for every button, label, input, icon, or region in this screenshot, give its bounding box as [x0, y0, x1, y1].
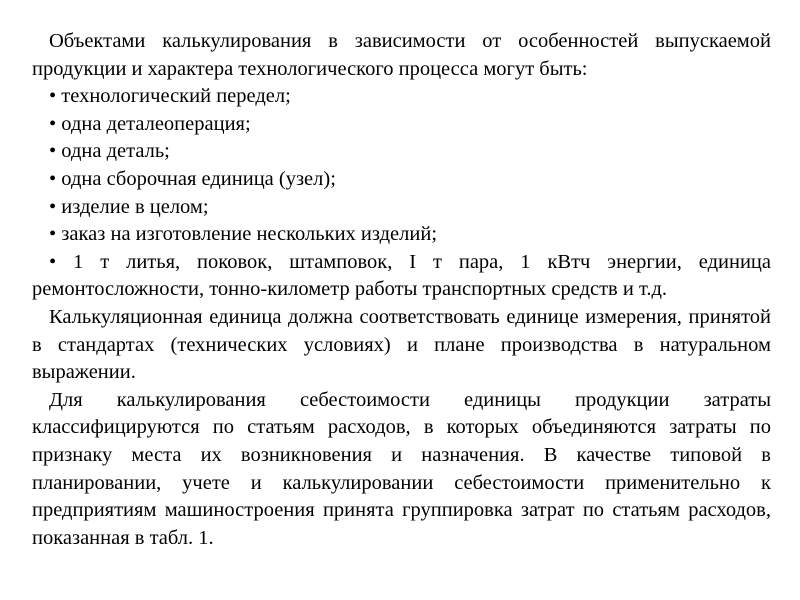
- intro-paragraph: Объектами калькулирования в зависимости от особенностей выпускаемой продукции и характера технологического процесса могут быть:: [32, 30, 771, 80]
- list-item: • одна деталеоперация;: [49, 112, 251, 135]
- document-body: [32, 28, 771, 552]
- cost-classification-paragraph: Для калькулирования себестоимости единицы продукции затраты классифицируются по статьям расходов, в которых объединяются затраты по признаку места их возникновения и назначения. В качестве типовой в планировании, учете и калькулировании себестоимости применительно к предприятиям машиностроения принята группировка затрат по статьям расходов, показанная в табл. 1.: [32, 388, 771, 549]
- list-item: • 1 т литья, поковок, штамповок, I т пара, 1 кВтч энергии, единица ремонтосложности, тонно-километр работы транспортных средств и т.д.: [32, 250, 771, 301]
- unit-paragraph: Калькуляционная единица должна соответствовать единице измерения, принятой в стандартах (технических условиях) и плане производства в натуральном выражении.: [32, 305, 771, 384]
- list-item: • изделие в целом;: [49, 195, 209, 218]
- list-item: • заказ на изготовление нескольких изделий;: [49, 223, 438, 246]
- list-item: • технологический передел;: [49, 85, 291, 108]
- list-item: • одна деталь;: [49, 140, 170, 163]
- list-item: • одна сборочная единица (узел);: [49, 167, 336, 190]
